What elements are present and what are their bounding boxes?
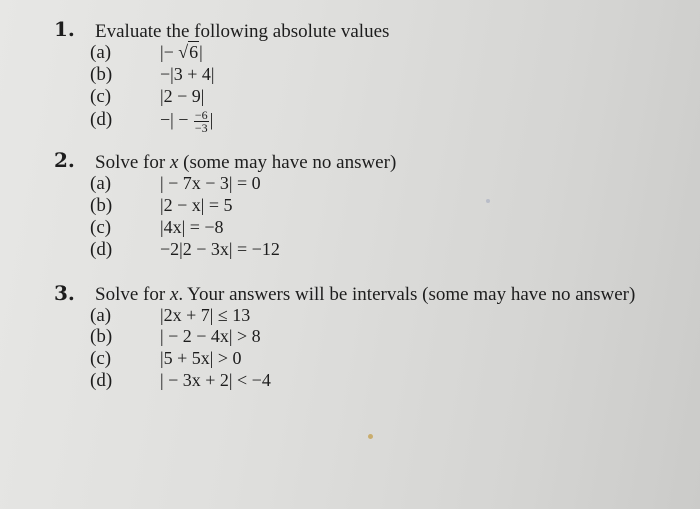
problem-3-item-b xyxy=(0,326,700,348)
problem-number: 1. xyxy=(54,17,75,41)
item-expression: |− √6| xyxy=(160,42,203,62)
problem-2-item-a xyxy=(0,173,700,195)
item-label: (c) xyxy=(90,348,112,369)
item-expression: −| − $\frac{-6}{-3}$ | xyxy=(160,108,214,135)
item-expression: |2 − x| = 5 xyxy=(160,195,233,215)
item-label: (a) xyxy=(90,173,112,194)
problem-2-item-c xyxy=(0,217,700,239)
problem-3-item-c xyxy=(0,348,700,370)
problem-1-item-c xyxy=(0,86,700,108)
item-label: (b) xyxy=(90,195,113,216)
problem-3-item-d xyxy=(0,370,700,392)
problem-2-item-d xyxy=(0,239,700,261)
item-expression: −2|2 − 3x| = −12 xyxy=(160,239,280,259)
paper-speck xyxy=(486,199,490,203)
problem-prompt: Evaluate the following absolute values xyxy=(95,21,390,42)
item-label: (c) xyxy=(90,217,112,238)
problem-number: 2. xyxy=(54,148,75,172)
item-expression: |2x + 7| ≤ 13 xyxy=(160,305,251,325)
problem-prompt: Solve for x. Your answers will be intervals (some may have no answer) xyxy=(95,284,636,305)
item-expression: | − 3x + 2| < −4 xyxy=(160,370,271,390)
item-label: (b) xyxy=(90,64,113,85)
item-expression: −|3 + 4| xyxy=(160,64,215,84)
problem-number: 3. xyxy=(54,281,75,305)
item-label: (d) xyxy=(90,370,113,391)
item-label: (a) xyxy=(90,42,112,63)
item-expression: |2 − 9| xyxy=(160,86,205,106)
item-expression: | − 2 − 4x| > 8 xyxy=(160,326,261,346)
fraction: $\frac{-6}{-3}$ xyxy=(194,108,208,135)
item-label: (d) xyxy=(90,109,113,130)
item-label: (d) xyxy=(90,239,113,260)
problem-3-item-a xyxy=(0,305,700,327)
problem-1-item-a xyxy=(0,42,700,64)
item-label: (b) xyxy=(90,326,113,347)
problem-prompt: Solve for x (some may have no answer) xyxy=(95,152,397,173)
problem-2-item-b xyxy=(0,195,700,217)
item-expression: | − 7x − 3| = 0 xyxy=(160,173,261,193)
paper-speck xyxy=(368,434,373,439)
item-label: (c) xyxy=(90,86,112,107)
sqrt-symbol: √6 xyxy=(178,42,199,62)
item-expression: |4x| = −8 xyxy=(160,217,224,237)
item-expression: |5 + 5x| > 0 xyxy=(160,348,242,368)
problem-1-item-d xyxy=(0,108,700,135)
item-label: (a) xyxy=(90,305,112,326)
problem-1-item-b xyxy=(0,64,700,86)
